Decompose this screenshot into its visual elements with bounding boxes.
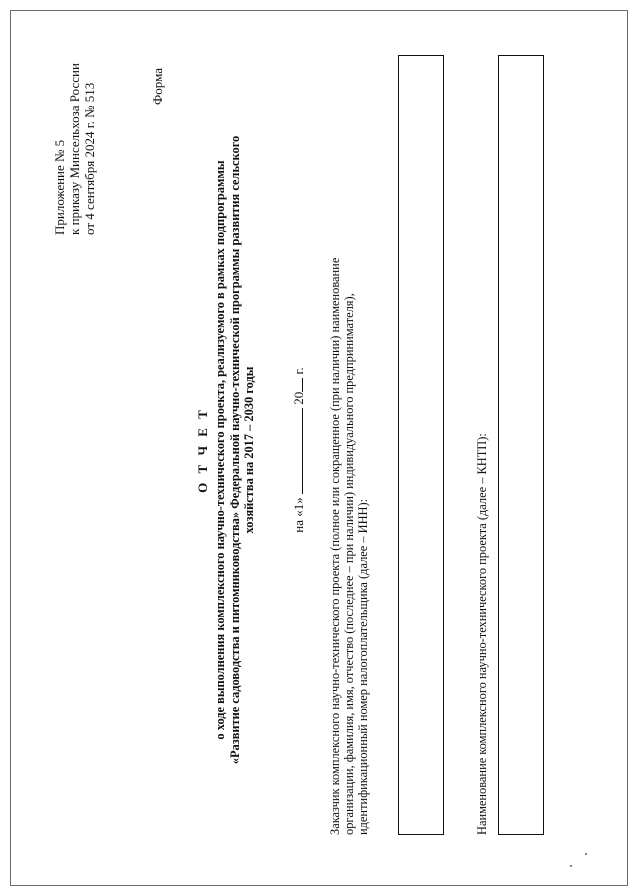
rotated-document (10, 15, 630, 885)
appendix-number: Приложение № 5 (52, 139, 67, 235)
appendix-date: от 4 сентября 2024 г. № 513 (82, 82, 97, 235)
report-title: О Т Ч Е Т (195, 407, 210, 493)
subtitle-line: «Развитие садоводства и питомниководства» Федеральной научно-технической программы развития сельского (227, 135, 242, 765)
project-name-field[interactable] (498, 55, 544, 835)
customer-label-line: идентификационный номер налогоплательщика (далее – ИНН): (356, 498, 370, 835)
subtitle-line: хозяйства на 2017 – 2030 годы (242, 366, 256, 534)
date-prefix: на «1» (291, 497, 306, 533)
date-year-blank[interactable] (290, 378, 303, 392)
scan-speck (585, 853, 587, 855)
date-century: 20 (291, 391, 306, 405)
customer-label (328, 59, 370, 835)
appendix-order: к приказу Минсельхоза России (67, 63, 82, 235)
date-suffix: г. (291, 367, 306, 375)
scan-speck (570, 865, 572, 867)
report-date-line (290, 15, 307, 885)
subtitle-line: о ходе выполнения комплексного научно-технического проекта, реализуемого в рамках подпрограммы (213, 160, 227, 740)
report-subtitle (213, 75, 257, 825)
customer-label-line: организации, фамилия, имя, отчество (последнее – при наличии) индивидуального предпринимателя), (342, 293, 356, 835)
appendix-reference (52, 63, 97, 235)
form-label: Форма (150, 68, 165, 105)
customer-label-line: Заказчик комплексного научно-технического проекта (полное или сокращенное (при наличии) наименование (328, 257, 342, 835)
date-month-blank[interactable] (290, 408, 303, 494)
customer-field[interactable] (398, 55, 444, 835)
project-name-label: Наименование комплексного научно-технического проекта (далее – КНТП): (475, 433, 489, 835)
